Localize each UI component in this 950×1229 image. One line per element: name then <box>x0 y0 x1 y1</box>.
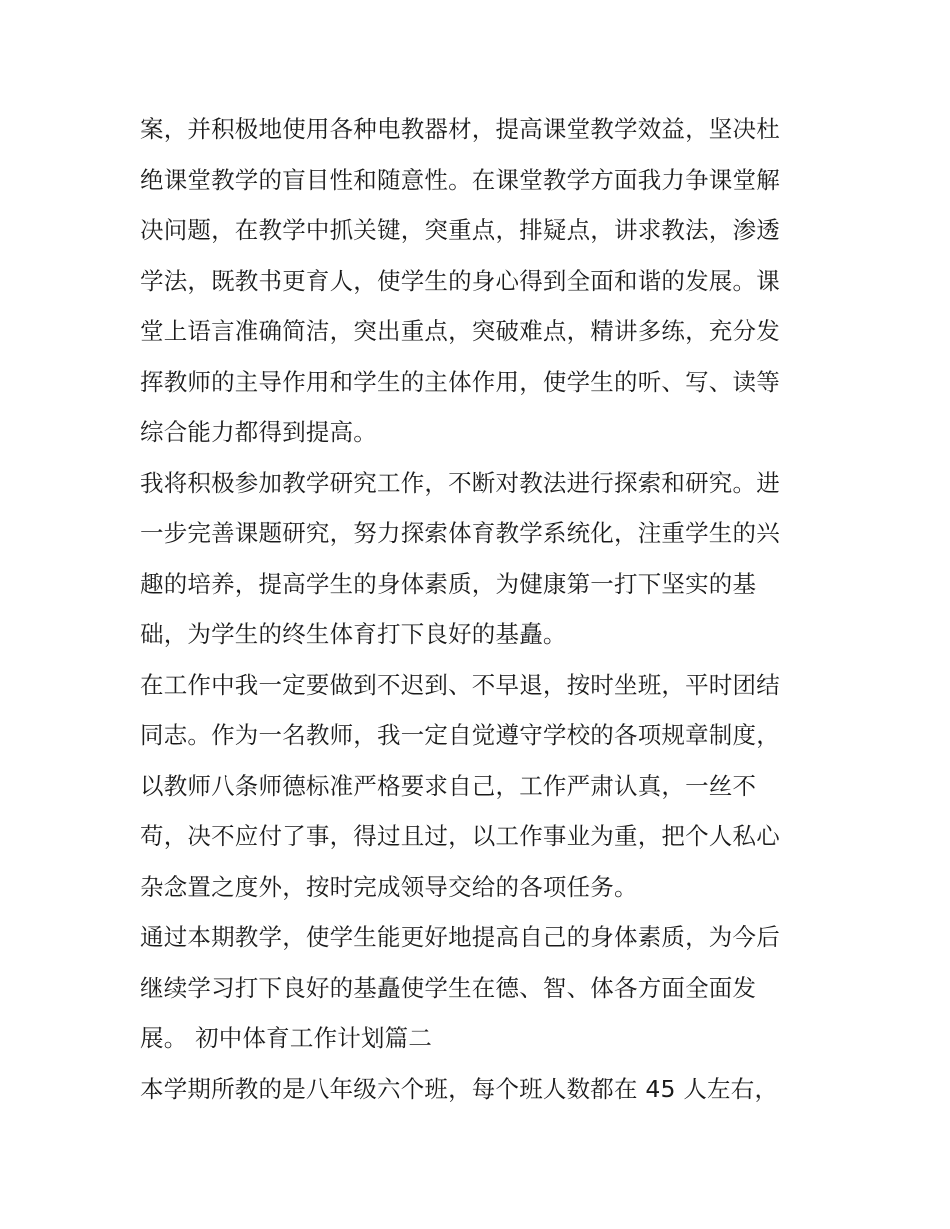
text-line: 苟，决不应付了事，得过且过，以工作事业为重，把个人私心 <box>140 822 780 850</box>
text-line: 本学期所教的是八年级六个班，每个班人数都在 45 人左右， <box>140 1074 779 1103</box>
text-line: 绝课堂教学的盲目性和随意性。在课堂教学方面我力争课堂解 <box>140 165 780 194</box>
text-line: 堂上语言准确简洁，突出重点，突破难点，精讲多练，充分发 <box>140 317 780 345</box>
text-line: 一步完善课题研究，努力探索体育教学系统化，注重学生的兴 <box>140 519 780 547</box>
paragraph-2 <box>140 458 812 660</box>
text-line: 趣的培养，提高学生的身体素质，为健康第一打下坚实的基 <box>140 569 757 598</box>
text-line: 继续学习打下良好的基矗使学生在德、智、体各方面全面发 <box>140 973 757 1002</box>
text-line: 综合能力都得到提高。 <box>140 418 377 446</box>
text-line: 同志。作为一名教师，我一定自觉遵守学校的各项规章制度， <box>140 721 780 749</box>
text-line: 在工作中我一定要做到不迟到、不早退，按时坐班，平时团结 <box>140 670 780 699</box>
paragraph-5 <box>140 1064 812 1115</box>
paragraph-4 <box>140 912 812 1064</box>
text-line: 通过本期教学，使学生能更好地提高自己的身体素质，为今后 <box>140 923 780 951</box>
text-line: 学法，既教书更育人，使学生的身心得到全面和谐的发展。课 <box>140 266 780 295</box>
text-line: 我将积极参加教学研究工作，不断对教法进行探索和研究。进 <box>140 468 780 497</box>
text-line: 以教师八条师德标准严格要求自己，工作严肃认真，一丝不 <box>140 771 757 800</box>
text-line: 案，并积极地使用各种电教器材，提高课堂教学效益，坚决杜 <box>140 115 780 143</box>
text-line: 杂念置之度外，按时完成领导交给的各项任务。 <box>140 872 638 901</box>
text-line: 础，为学生的终生体育打下良好的基矗。 <box>140 620 567 648</box>
text-line: 展。 初中体育工作计划篇二 <box>140 1024 433 1052</box>
text-line: 决问题，在教学中抓关键，突重点，排疑点，讲求教法，渗透 <box>140 216 780 244</box>
paragraph-1 <box>140 104 812 458</box>
document-body <box>140 104 812 1114</box>
text-line: 挥教师的主导作用和学生的主体作用，使学生的听、写、读等 <box>140 367 780 396</box>
paragraph-3 <box>140 660 812 913</box>
